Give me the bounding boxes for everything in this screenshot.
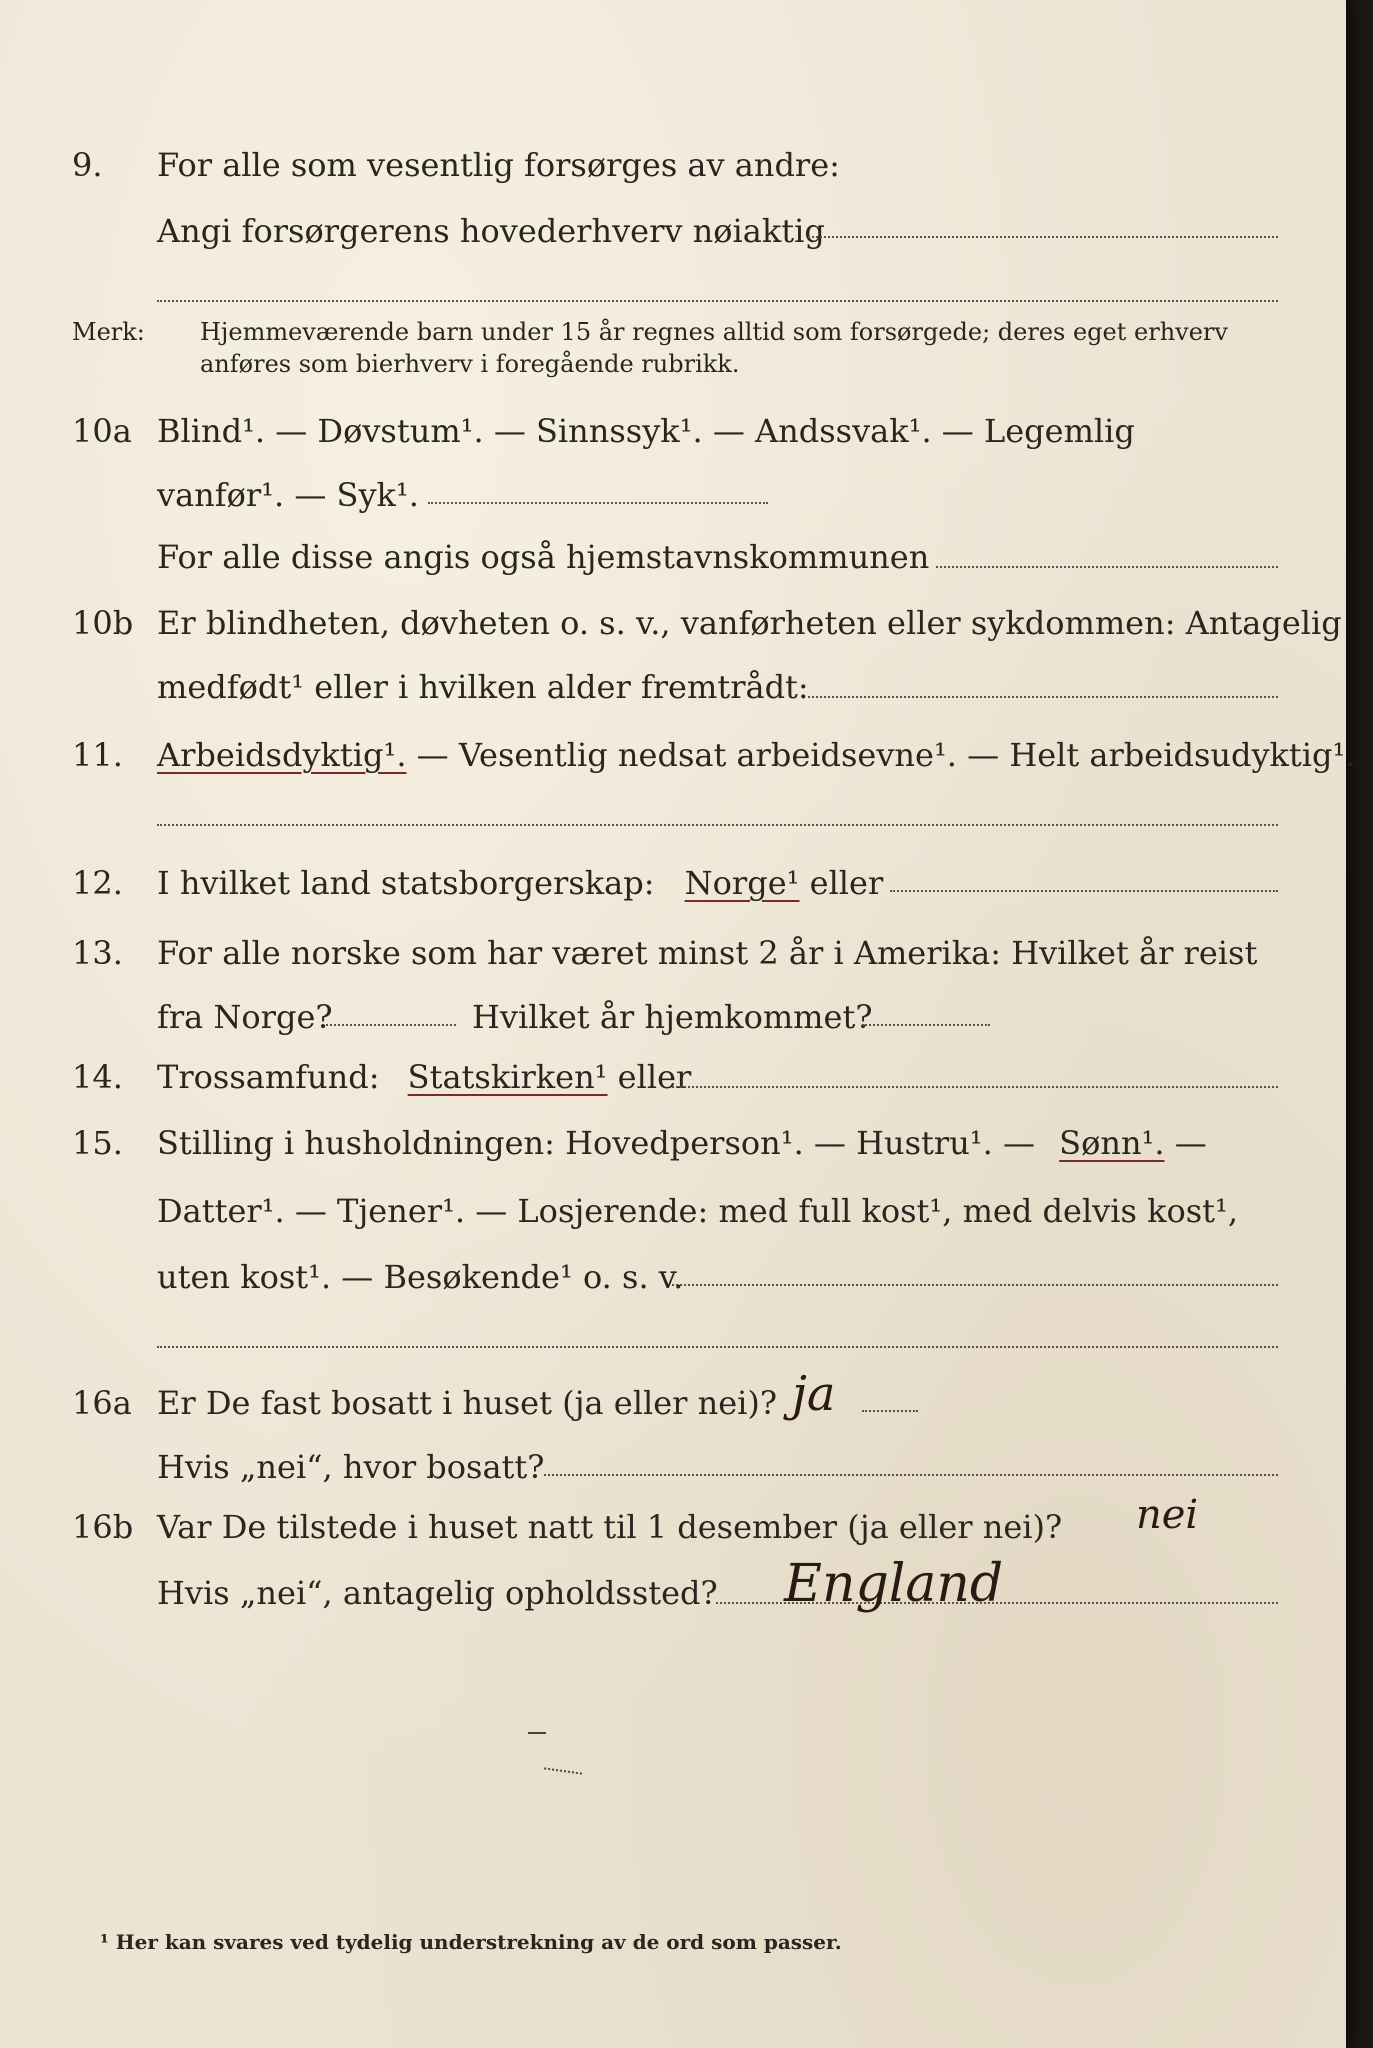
answer-line[interactable] <box>157 300 1278 302</box>
answer-line[interactable] <box>808 696 1278 698</box>
question-text <box>157 864 883 902</box>
question-text: vanfør¹. — Syk¹. <box>157 476 419 514</box>
question-15-line-3 <box>0 1250 1346 1300</box>
question-16a <box>0 1376 1346 1426</box>
answer-line[interactable] <box>428 502 768 504</box>
question-10b-line-2 <box>0 660 1346 710</box>
question-text <box>157 736 1356 774</box>
marked-option[interactable]: Statskirken¹ <box>407 1058 608 1096</box>
answer-line[interactable] <box>672 1086 1278 1088</box>
question-11 <box>0 728 1356 778</box>
question-text: Hvis „nei“, hvor bosatt? <box>157 1448 545 1486</box>
answer-line[interactable] <box>936 566 1278 568</box>
question-10a-line-2 <box>0 468 1346 518</box>
question-number: 10b <box>72 604 134 642</box>
pencil-mark <box>544 1767 582 1774</box>
answer-line[interactable] <box>157 824 1278 826</box>
question-text: Er blindheten, døvheten o. s. v., vanførheten eller sykdommen: Antagelig <box>157 604 1342 642</box>
handwritten-answer[interactable]: nei <box>1136 1492 1199 1538</box>
question-9-line-2 <box>0 204 1346 254</box>
question-text: fra Norge? <box>157 998 333 1036</box>
question-number: 10a <box>72 412 132 450</box>
question-number: 14. <box>72 1058 123 1096</box>
question-number: 12. <box>72 864 123 902</box>
question-label: I hvilket land statsborgerskap: <box>157 864 655 902</box>
question-text: Er De fast bosatt i huset (ja eller nei)? <box>157 1384 778 1422</box>
question-number: 11. <box>72 736 123 774</box>
question-16b-line-2 <box>0 1566 1346 1616</box>
question-label: eller <box>809 864 884 902</box>
question-text: For alle disse angis også hjemstavnskommunen <box>157 538 930 576</box>
question-13-line-2 <box>0 990 1346 1040</box>
question-10a-line-3 <box>0 530 1346 580</box>
question-text: Angi forsørgerens hovederhverv nøiaktig <box>157 212 825 250</box>
answer-line[interactable] <box>326 1024 456 1026</box>
question-text: Hvilket år hjemkommet? <box>472 998 873 1036</box>
question-number: 16a <box>72 1384 132 1422</box>
question-number: 9. <box>72 146 103 184</box>
question-text: uten kost¹. — Besøkende¹ o. s. v. <box>157 1258 684 1296</box>
note-label: Merk: <box>72 318 145 346</box>
marked-option[interactable]: Sønn¹. <box>1059 1124 1165 1162</box>
question-text <box>157 1124 1207 1162</box>
question-15-line-2 <box>0 1184 1346 1234</box>
question-number: 13. <box>72 934 123 972</box>
question-label: eller <box>617 1058 692 1096</box>
question-12 <box>0 856 1346 906</box>
question-label: Trossamfund: <box>157 1058 380 1096</box>
question-10b <box>0 596 1346 646</box>
question-options: — <box>1174 1124 1207 1162</box>
answer-line[interactable] <box>862 1024 990 1026</box>
handwritten-answer[interactable]: ja <box>792 1366 836 1422</box>
question-number: 15. <box>72 1124 123 1162</box>
answer-line[interactable] <box>544 1474 1278 1476</box>
question-15 <box>0 1116 1346 1166</box>
pencil-mark <box>528 1732 546 1734</box>
question-text: Blind¹. — Døvstum¹. — Sinnssyk¹. — Andssvak¹. — Legemlig <box>157 412 1135 450</box>
question-10a <box>0 404 1346 454</box>
question-text: Hvis „nei“, antagelig opholdssted? <box>157 1574 718 1612</box>
answer-line[interactable] <box>890 890 1278 892</box>
answer-line[interactable] <box>808 236 1278 238</box>
question-options: Stilling i husholdningen: Hovedperson¹. — Hustru¹. — <box>157 1124 1035 1162</box>
question-number: 16b <box>72 1508 134 1546</box>
note-text: Hjemmeværende barn under 15 år regnes alltid som forsørgede; deres eget erhverv <box>200 318 1228 346</box>
question-text <box>157 1058 691 1096</box>
question-14 <box>0 1050 1346 1100</box>
answer-line[interactable] <box>157 1346 1278 1348</box>
answer-line[interactable] <box>862 1410 918 1412</box>
question-9 <box>0 138 1346 188</box>
footnote: ¹ Her kan svares ved tydelig understrekning av de ord som passer. <box>100 1930 842 1954</box>
question-text: For alle norske som har været minst 2 år i Amerika: Hvilket år reist <box>157 934 1258 972</box>
question-text: For alle som vesentlig forsørges av andre: <box>157 146 840 184</box>
question-options: — Vesentlig nedsat arbeidsevne¹. — Helt arbeidsudyktig¹. <box>416 736 1356 774</box>
answer-line[interactable] <box>672 1284 1278 1286</box>
note-text: anføres som bierhverv i foregående rubrikk. <box>200 350 740 378</box>
marked-option[interactable]: Norge¹ <box>684 864 800 902</box>
question-text: medfødt¹ eller i hvilken alder fremtrådt: <box>157 668 809 706</box>
marked-option[interactable]: Arbeidsdyktig¹. <box>157 736 407 774</box>
question-13 <box>0 926 1346 976</box>
question-text: Datter¹. — Tjener¹. — Losjerende: med full kost¹, med delvis kost¹, <box>157 1192 1239 1230</box>
question-16a-line-2 <box>0 1440 1346 1490</box>
question-text: Var De tilstede i huset natt til 1 desember (ja eller nei)? <box>157 1508 1063 1546</box>
handwritten-answer[interactable]: England <box>784 1554 1004 1614</box>
